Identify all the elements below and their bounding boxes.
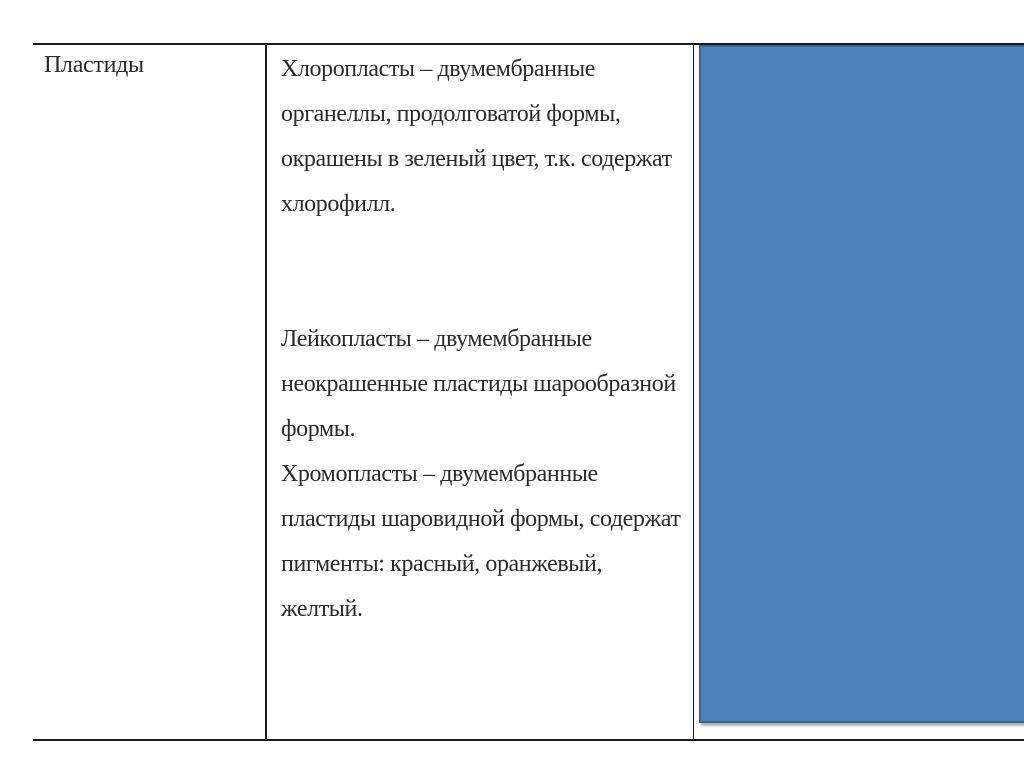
table-bottom-border <box>33 739 1024 741</box>
column-divider-right <box>693 44 694 740</box>
leucoplasts-text: Лейкопласты – двумембранные неокрашенные пластиды шарообразной формы. <box>281 326 676 442</box>
paragraph-gap <box>281 227 689 317</box>
chloroplasts-text: Хлоропласты – двумембранные органеллы, продолговатой формы, окрашены в зеленый цвет, т.к. содержат хлорофилл. <box>281 56 672 217</box>
column-divider-left <box>265 44 267 740</box>
description-cell <box>281 47 689 632</box>
answer-cover-rectangle[interactable] <box>699 45 1024 723</box>
row-header-cell: Пластиды <box>44 52 144 78</box>
chromoplasts-text: Хромопласты – двумембранные пластиды шаровидной формы, содержат пигменты: красный, оранжевый, желтый. <box>281 461 681 622</box>
